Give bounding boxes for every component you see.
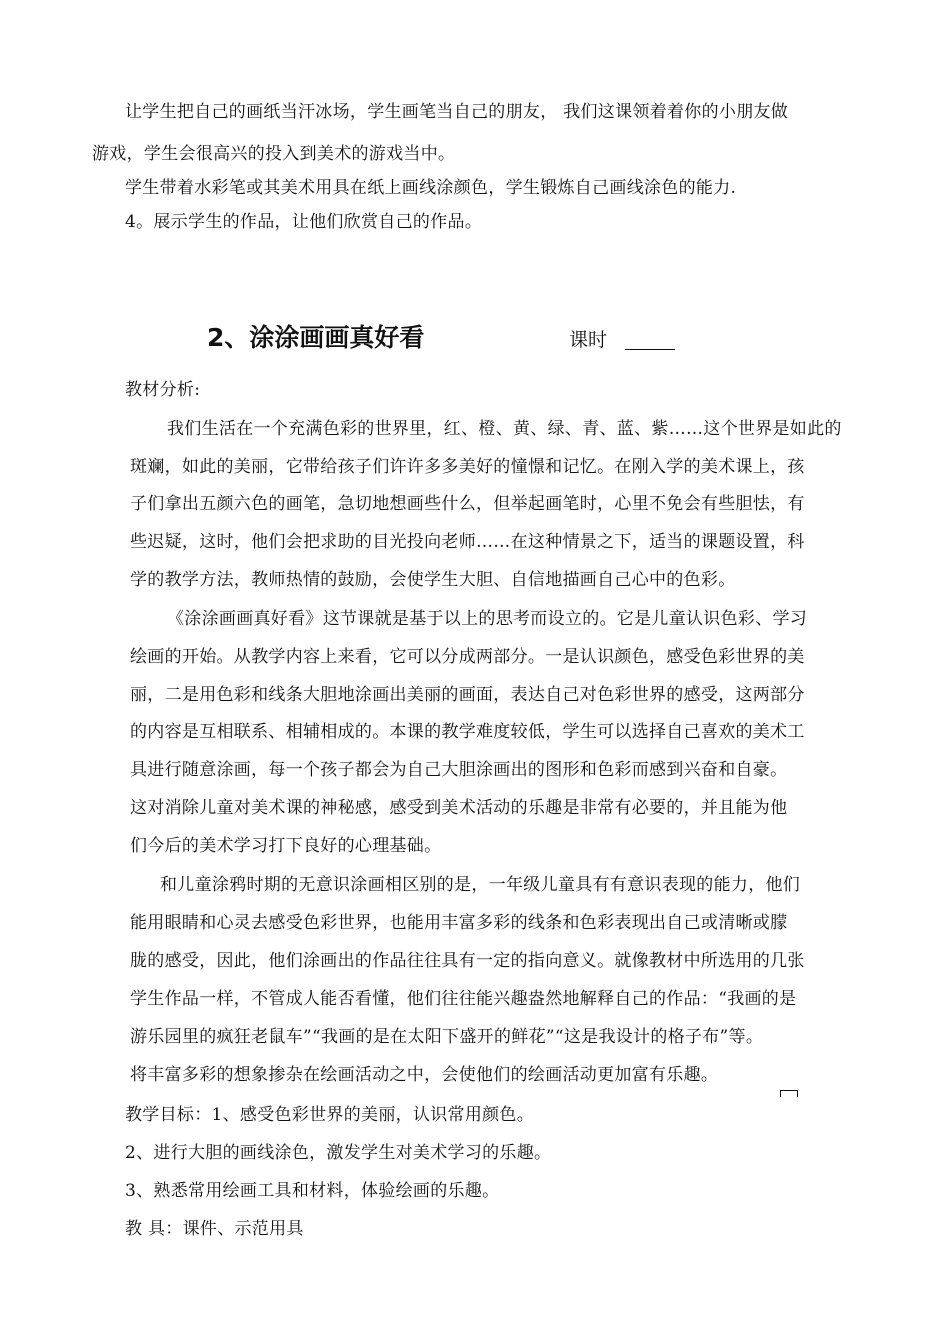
period-label: 课时 <box>569 329 608 351</box>
objective-line-2: 2、进行大胆的画线涂色，激发学生对美术学习的乐趣。 <box>125 1143 552 1163</box>
p1-line: 些迟疑，这时，他们会把求助的目光投向老师……在这种情景之下，适当的课题设置，科 <box>130 532 805 552</box>
top-line-3: 学生带着水彩笔或其美术用具在纸上画线涂颜色，学生锻炼自己画线涂色的能力. <box>125 178 737 198</box>
objective-line-3: 3、熟悉常用绘画工具和材料，体验绘画的乐趣。 <box>125 1181 500 1201</box>
top-line-2: 游戏，学生会很高兴的投入到美术的游戏当中。 <box>92 144 456 164</box>
p2-line: 们今后的美术学习打下良好的心理基础。 <box>130 836 442 856</box>
period-blank-line <box>625 349 675 350</box>
p1-line: 学的教学方法，教师热情的鼓励，会使学生大胆、自信地描画自己心中的色彩。 <box>130 570 736 590</box>
p2-line: 丽，二是用色彩和线条大胆地涂画出美丽的画面，表达自己对色彩世界的感受，这两部分 <box>130 685 805 705</box>
p1-line: 子们拿出五颜六色的画笔，急切地想画些什么，但举起画笔时，心里不免会有些胆怯，有 <box>130 494 805 514</box>
p3-line: 胧的感受，因此，他们涂画出的作品往往具有一定的指向意义。就像教材中所选用的几张 <box>130 951 805 971</box>
p2-line: 绘画的开始。从教学内容上来看，它可以分成两部分。一是认识颜色，感受色彩世界的美 <box>130 647 805 667</box>
p3-line: 能用眼睛和心灵去感受色彩世界，也能用丰富多彩的线条和色彩表现出自己或清晰或朦 <box>130 913 788 933</box>
p2-line: 这对消除儿童对美术课的神秘感，感受到美术活动的乐趣是非常有必要的，并且能为他 <box>130 798 788 818</box>
lesson-title: 2、涂涂画画真好看 <box>207 323 425 352</box>
p1-line: 我们生活在一个充满色彩的世界里，红、橙、黄、绿、青、蓝、紫……这个世界是如此的 <box>167 419 842 439</box>
objective-line-1: 教学目标：1、感受色彩世界的美丽，认识常用颜色。 <box>125 1105 535 1125</box>
p3-line: 和儿童涂鸦时期的无意识涂画相区别的是，一年级儿童具有有意识表现的能力，他们 <box>160 875 801 895</box>
p1-line: 斑斓，如此的美丽，它带给孩子们许许多多美好的憧憬和记忆。在刚入学的美术课上，孩 <box>130 457 805 477</box>
top-line-4: 4。展示学生的作品，让他们欣赏自己的作品。 <box>125 212 483 232</box>
paragraph-mark <box>780 1090 798 1097</box>
tools-line: 教 具：课件、示范用具 <box>125 1219 304 1239</box>
top-line-1: 让学生把自己的画纸当汗冰场，学生画笔当自己的朋友， 我们这课领着着你的小朋友做 <box>125 102 789 122</box>
p2-line: 的内容是互相联系、相辅相成的。本课的教学难度较低，学生可以选择自己喜欢的美术工 <box>130 722 805 742</box>
p2-line: 具进行随意涂画，每一个孩子都会为自己大胆涂画出的图形和色彩而感到兴奋和自豪。 <box>130 760 788 780</box>
p3-line: 游乐园里的疯狂老鼠车”“我画的是在太阳下盛开的鲜花”“这是我设计的格子布”等。 <box>130 1027 764 1047</box>
p3-line: 将丰富多彩的想象掺杂在绘画活动之中，会使他们的绘画活动更加富有乐趣。 <box>130 1065 719 1085</box>
analysis-heading: 教材分析: <box>125 380 201 400</box>
p3-line: 学生作品一样，不管成人能否看懂，他们往往能兴趣盎然地解释自己的作品：“我画的是 <box>130 989 797 1009</box>
p2-line: 《涂涂画画真好看》这节课就是基于以上的思考而设立的。它是儿童认识色彩、学习 <box>167 609 808 629</box>
